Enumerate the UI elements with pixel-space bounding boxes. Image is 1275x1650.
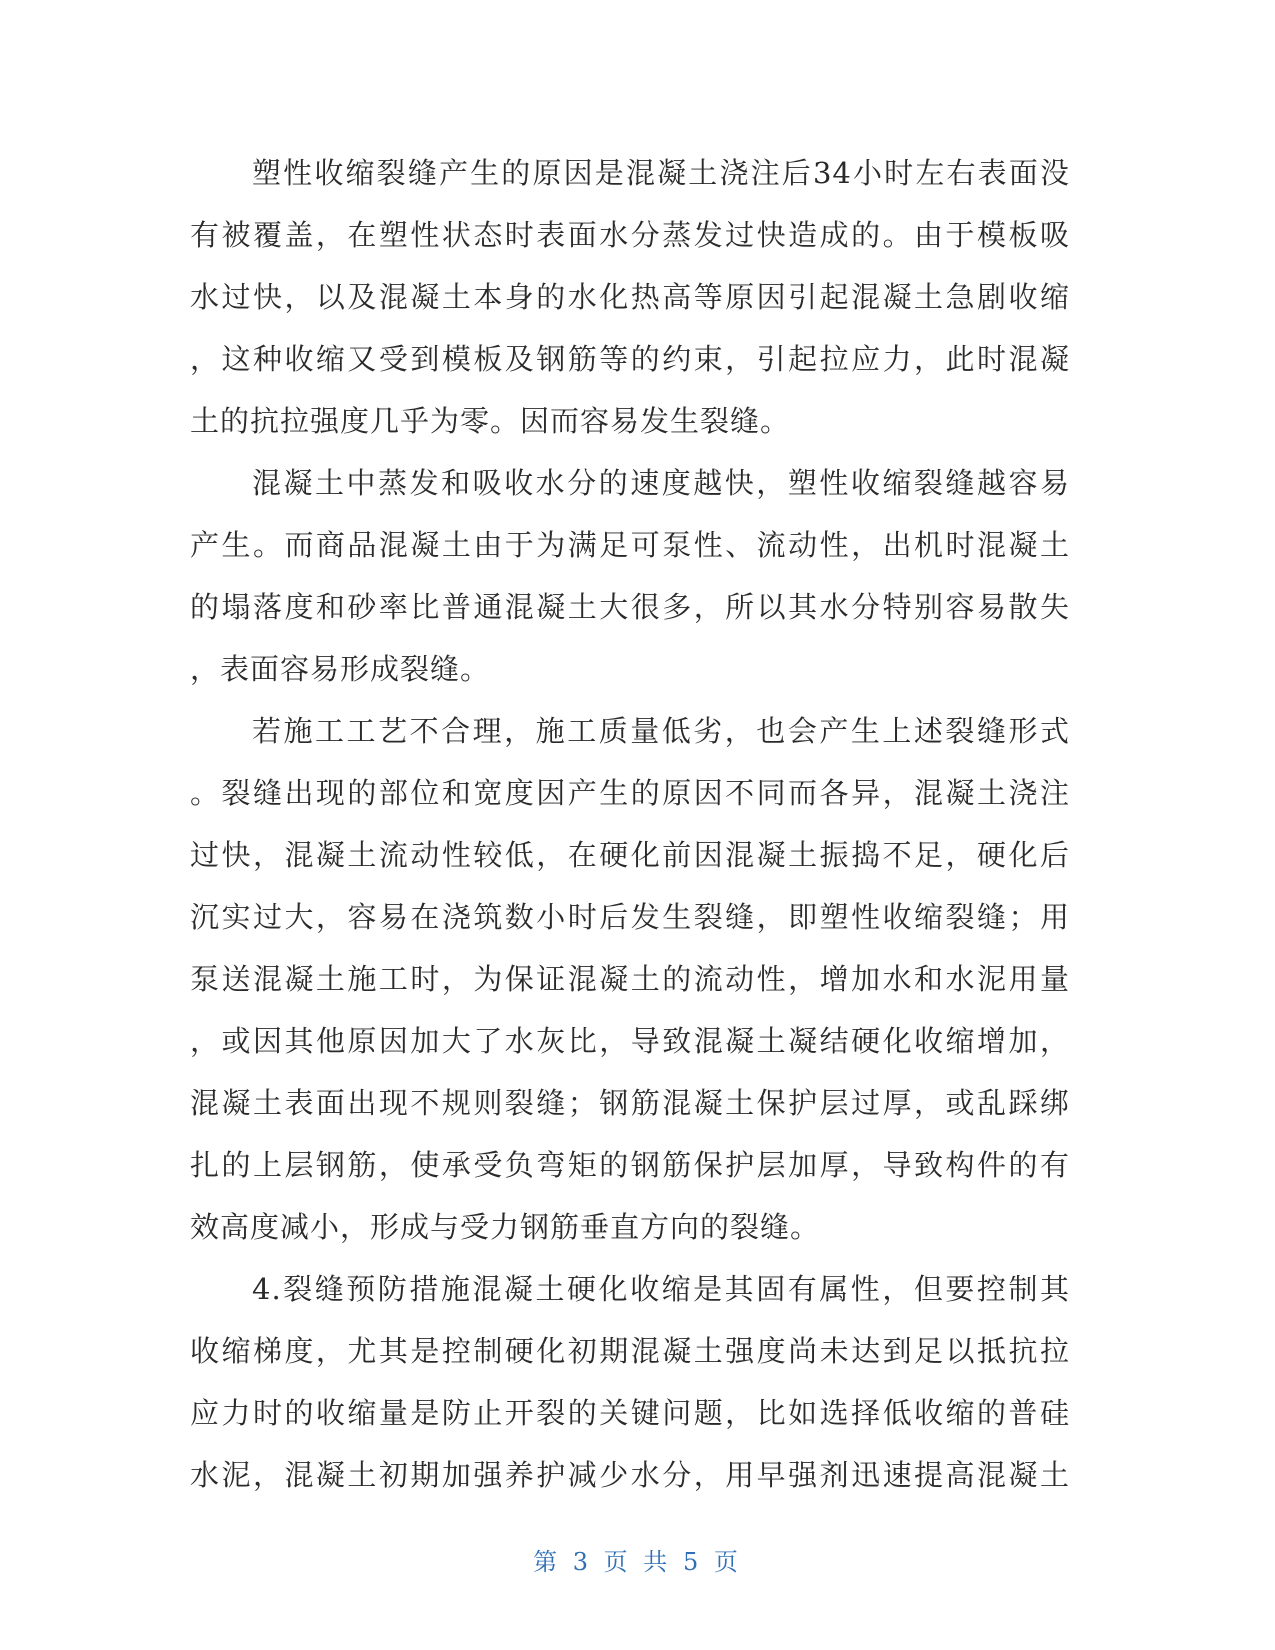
text-line: 混凝土表面出现不规则裂缝；钢筋混凝土保护层过厚，或乱踩绑 <box>190 1086 1070 1120</box>
text-line: 泵送混凝土施工时，为保证混凝土的流动性，增加水和水泥用量 <box>190 962 1070 996</box>
text-line: 水过快，以及混凝土本身的水化热高等原因引起混凝土急剧收缩 <box>190 280 1070 314</box>
text-line: 混凝土中蒸发和吸收水分的速度越快，塑性收缩裂缝越容易 <box>252 466 1070 500</box>
text-line: 4.裂缝预防措施混凝土硬化收缩是其固有属性，但要控制其 <box>252 1272 1070 1306</box>
text-line: 效高度减小，形成与受力钢筋垂直方向的裂缝。 <box>190 1210 821 1244</box>
text-line: 若施工工艺不合理，施工质量低劣，也会产生上述裂缝形式 <box>252 714 1070 748</box>
text-line: 土的抗拉强度几乎为零。因而容易发生裂缝。 <box>190 404 791 438</box>
page-number-footer: 第 3 页 共 5 页 <box>533 1548 742 1576</box>
paragraph <box>190 700 1070 1258</box>
paragraph <box>190 452 1070 700</box>
text-line: 收缩梯度，尤其是控制硬化初期混凝土强度尚未达到足以抵抗拉 <box>190 1334 1070 1368</box>
text-line: ，这种收缩又受到模板及钢筋等的约束，引起拉应力，此时混凝 <box>190 342 1070 376</box>
text-line: 水泥，混凝土初期加强养护减少水分，用早强剂迅速提高混凝土 <box>190 1458 1070 1492</box>
text-line: 沉实过大，容易在浇筑数小时后发生裂缝，即塑性收缩裂缝；用 <box>190 900 1070 934</box>
text-line: 塑性收缩裂缝产生的原因是混凝土浇注后34小时左右表面没 <box>252 156 1070 190</box>
text-line: 产生。而商品混凝土由于为满足可泵性、流动性，出机时混凝土 <box>190 528 1070 562</box>
text-line: ，或因其他原因加大了水灰比，导致混凝土凝结硬化收缩增加， <box>190 1024 1070 1058</box>
text-line: 扎的上层钢筋，使承受负弯矩的钢筋保护层加厚，导致构件的有 <box>190 1148 1070 1182</box>
paragraph <box>190 142 1070 452</box>
text-line: 过快，混凝土流动性较低，在硬化前因混凝土振捣不足，硬化后 <box>190 838 1070 872</box>
text-line: 有被覆盖，在塑性状态时表面水分蒸发过快造成的。由于模板吸 <box>190 218 1070 252</box>
text-line: 的塌落度和砂率比普通混凝土大很多，所以其水分特别容易散失 <box>190 590 1070 624</box>
text-line: 。裂缝出现的部位和宽度因产生的原因不同而各异，混凝土浇注 <box>190 776 1070 810</box>
paragraph <box>190 1258 1070 1506</box>
text-line: ，表面容易形成裂缝。 <box>190 652 491 686</box>
document-body <box>190 142 1070 1506</box>
text-line: 应力时的收缩量是防止开裂的关键问题，比如选择低收缩的普硅 <box>190 1396 1070 1430</box>
